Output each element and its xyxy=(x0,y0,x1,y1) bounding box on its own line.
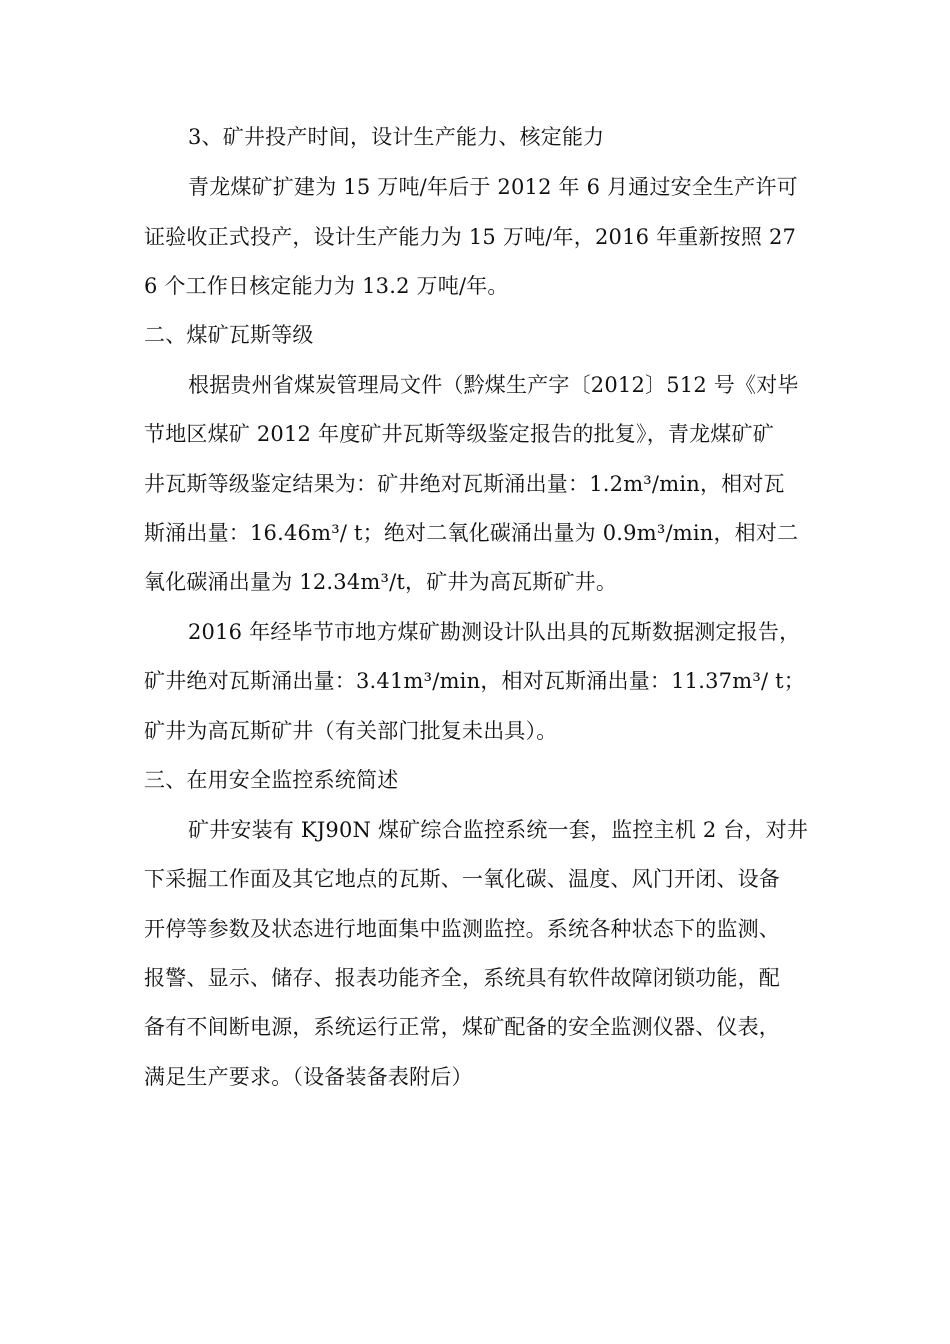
paragraph-line: 报警、显示、储存、报表功能齐全，系统具有软件故障闭锁功能，配 xyxy=(144,966,780,990)
paragraph-line: 矿井为高瓦斯矿井（有关部门批复未出具）。 xyxy=(144,719,558,743)
paragraph-line: 根据贵州省煤炭管理局文件（黔煤生产字〔2012〕512 号《对毕 xyxy=(188,373,799,397)
paragraph-line: 满足生产要求。（设备装备表附后） xyxy=(144,1065,473,1089)
paragraph-line: 矿井绝对瓦斯涌出量：3.41m³/min，相对瓦斯涌出量：11.37m³/ t； xyxy=(144,669,805,693)
paragraph-line: 证验收正式投产，设计生产能力为 15 万吨/年，2016 年重新按照 27 xyxy=(144,225,797,249)
paragraph-line: 井瓦斯等级鉴定结果为：矿井绝对瓦斯涌出量：1.2m³/min，相对瓦 xyxy=(144,472,785,496)
paragraph-line: 6 个工作日核定能力为 13.2 万吨/年。 xyxy=(144,274,509,298)
section-heading-3: 3、矿井投产时间，设计生产能力、核定能力 xyxy=(188,125,605,149)
section-heading-2: 二、煤矿瓦斯等级 xyxy=(144,323,314,347)
paragraph-line: 下采掘工作面及其它地点的瓦斯、一氧化碳、温度、风门开闭、设备 xyxy=(144,867,780,891)
paragraph-line: 节地区煤矿 2012 年度矿井瓦斯等级鉴定报告的批复》，青龙煤矿矿 xyxy=(144,422,774,446)
paragraph-line: 开停等参数及状态进行地面集中监测监控。系统各种状态下的监测、 xyxy=(144,917,780,941)
paragraph-line: 2016 年经毕节市地方煤矿勘测设计队出具的瓦斯数据测定报告， xyxy=(188,620,801,644)
paragraph-line: 矿井安装有 KJ90N 煤矿综合监控系统一套，监控主机 2 台，对井 xyxy=(188,818,809,842)
paragraph-line: 氧化碳涌出量为 12.34m³/t，矿井为高瓦斯矿井。 xyxy=(144,570,618,594)
paragraph-line: 青龙煤矿扩建为 15 万吨/年后于 2012 年 6 月通过安全生产许可 xyxy=(188,175,798,199)
section-heading-3-monitoring: 三、在用安全监控系统简述 xyxy=(144,768,399,792)
paragraph-line: 备有不间断电源，系统运行正常，煤矿配备的安全监测仪器、仪表， xyxy=(144,1015,780,1039)
paragraph-line: 斯涌出量：16.46m³/ t；绝对二氧化碳涌出量为 0.9m³/min，相对二 xyxy=(144,521,799,545)
